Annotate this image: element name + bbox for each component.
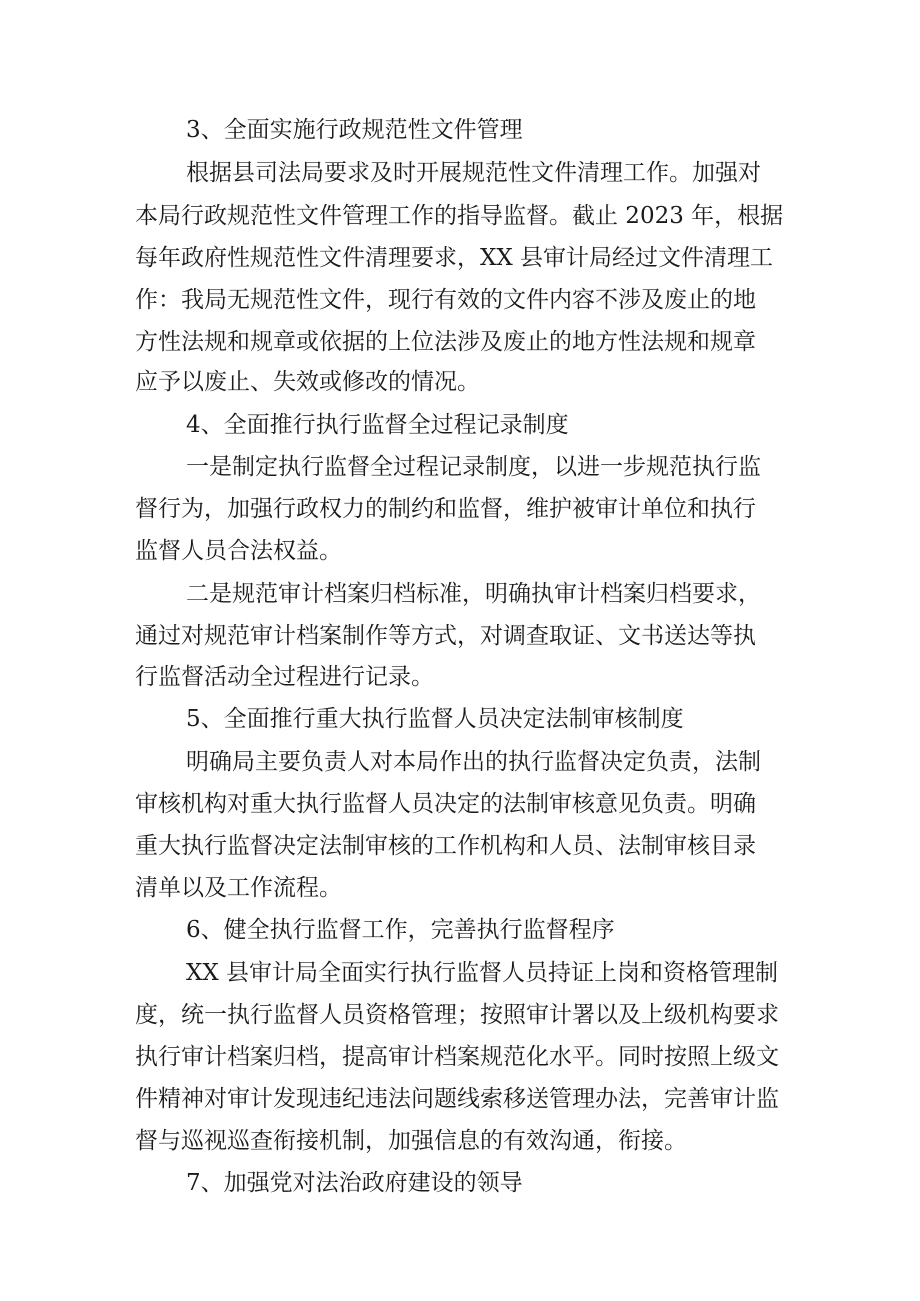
paragraph-line: XX 县审计局全面实行执行监督人员持证上岗和资格管理制 [186, 960, 779, 986]
paragraph-line: 通过对规范审计档案制作等方式，对调查取证、文书送达等执 [135, 623, 756, 649]
paragraph-line: 审核机构对重大执行监督人员决定的法制审核意见负责。明确 [135, 791, 756, 817]
heading-5: 5、全面推行重大执行监督人员决定法制审核制度 [186, 706, 684, 732]
paragraph-line: 明确局主要负责人对本局作出的执行监督决定负责，法制 [186, 749, 761, 775]
paragraph-line: 清单以及工作流程。 [135, 875, 342, 901]
paragraph-line: 督行为，加强行政权力的制约和监督，维护被审计单位和执行 [135, 496, 756, 522]
paragraph-line: 根据县司法局要求及时开展规范性文件清理工作。加强对 [186, 160, 761, 186]
heading-6: 6、健全执行监督工作，完善执行监督程序 [186, 917, 615, 943]
paragraph-line: 应予以废止、失效或修改的情况。 [135, 369, 480, 395]
paragraph-line: 作：我局无规范性文件，现行有效的文件内容不涉及废止的地 [135, 287, 756, 313]
paragraph-line: 方性法规和规章或依据的上位法涉及废止的地方性法规和规章 [135, 329, 756, 355]
paragraph-line: 监督人员合法权益。 [135, 538, 342, 564]
paragraph-line: 执行审计档案归档，提高审计档案规范化水平。同时按照上级文 [135, 1044, 779, 1070]
paragraph-line: 度，统一执行监督人员资格管理；按照审计署以及上级机构要求 [135, 1002, 779, 1028]
heading-7: 7、加强党对法治政府建设的领导 [186, 1170, 523, 1196]
paragraph-line: 行监督活动全过程进行记录。 [135, 664, 434, 690]
heading-3: 3、全面实施行政规范性文件管理 [186, 117, 523, 143]
paragraph-line: 二是规范审计档案归档标准，明确执审计档案归档要求， [186, 581, 761, 607]
paragraph-line: 本局行政规范性文件管理工作的指导监督。截止 2023 年，根据 [135, 203, 784, 229]
heading-4: 4、全面推行执行监督全过程记录制度 [186, 412, 569, 438]
paragraph-line: 一是制定执行监督全过程记录制度，以进一步规范执行监 [186, 454, 761, 480]
paragraph-line: 重大执行监督决定法制审核的工作机构和人员、法制审核目录 [135, 833, 756, 859]
paragraph-line: 件精神对审计发现违纪违法问题线索移送管理办法，完善审计监 [135, 1086, 779, 1112]
paragraph-line: 每年政府性规范性文件清理要求，XX 县审计局经过文件清理工 [135, 245, 774, 271]
paragraph-line: 督与巡视巡查衔接机制，加强信息的有效沟通，衔接。 [135, 1128, 687, 1154]
